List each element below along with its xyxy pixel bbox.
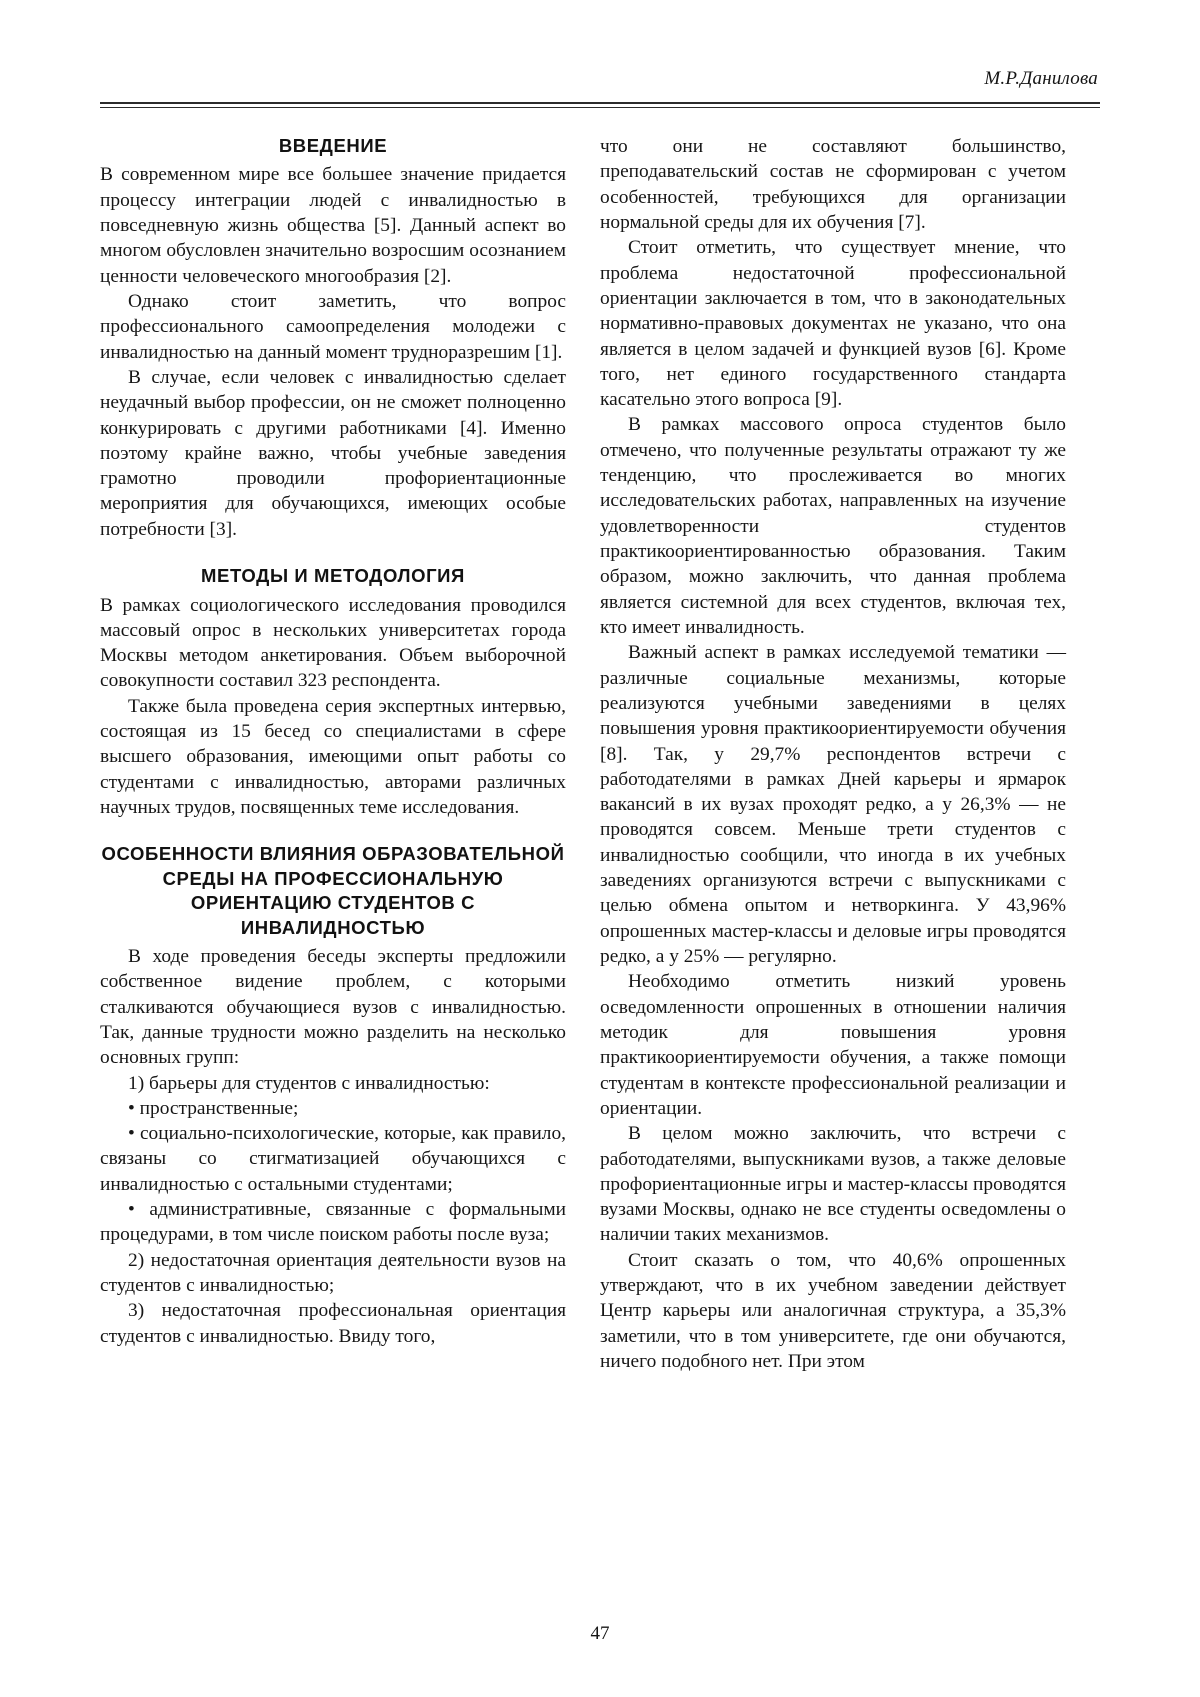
body-paragraph: • административные, связанные с формальными процедурами, в том числе поиском работы после вуза; [100,1199,566,1246]
two-column-body [100,134,1100,1374]
body-paragraph: В случае, если человек с инвалидностью сделает неудачный выбор профессии, он не сможет полноценно конкурировать с другими работниками [4]. Именно поэтому крайне важно, чтобы учебные заведения грамотно проводили профориентационные мероприятия для обучающихся, имеющих особые потребности [3]. [100,366,566,540]
page-number: 47 [590,1623,610,1644]
right-column [600,134,1066,1374]
body-paragraph: 3) недостаточная профессиональная ориентация студентов с инвалидностью. Ввиду того, [100,1300,566,1347]
body-paragraph: 1) барьеры для студентов с инвалидностью: [128,1072,490,1094]
body-paragraph: В рамках социологического исследования проводился массовый опрос в нескольких университетах города Москвы методом анкетирования. Объем выборочной совокупности составил 323 респондента. [100,594,566,692]
body-paragraph: В современном мире все большее значение придается процессу интеграции людей с инвалидностью в повседневную жизнь общества [5]. Данный аспект во многом обусловлен значительно возросшим осознанием ценности человеческого многообразия [2]. [100,164,566,287]
section-heading: ВВЕДЕНИЕ [278,135,388,156]
body-paragraph: • социально-психологические, которые, как правило, связаны со стигматизацией обучающихся с инвалидностью с остальными студентами; [100,1123,566,1195]
section-heading: ОСОБЕННОСТИ ВЛИЯНИЯ ОБРАЗОВАТЕЛЬНОЙ СРЕДЫ НА ПРОФЕССИОНАЛЬНУЮ ОРИЕНТАЦИЮ СТУДЕНТОВ С ИНВАЛИДНОСТЬЮ [101,843,565,938]
body-paragraph: Важный аспект в рамках исследуемой тематики — различные социальные механизмы, которые реализуются учебными заведениями в целях повышения уровня практикоориентируемости обучения [8]. Так, у 29,7% респондентов встречи с работодателями в рамках Дней карьеры и ярмарок вакансий в их вузах проходят редко, а у 26,3% — не проводятся совсем. Меньше трети студентов с инвалидностью сообщили, что иногда в их учебных заведениях организуются встречи с выпускниками с целью обмена опытом и нетворкинга. У 43,96% опрошенных мастер-классы и деловые игры проводятся редко, а у 25% — регулярно. [600,642,1066,967]
header-rule-group [100,102,1100,108]
left-column [100,134,566,1349]
body-paragraph: Необходимо отметить низкий уровень осведомленности опрошенных в отношении наличия методик для повышения уровня практикоориентируемости обучения, а также помощи студентам в контексте профессиональной реализации и ориентации. [600,971,1066,1119]
body-paragraph: В ходе проведения беседы эксперты предложили собственное видение проблем, с которыми сталкиваются обучающиеся вузов с инвалидностью. Так, данные трудности можно разделить на несколько основных групп: [100,945,566,1069]
body-paragraph: Стоит сказать о том, что 40,6% опрошенных утверждают, что в их учебном заведении действует Центр карьеры или аналогичная структура, а 35,3% заметили, что в том университете, где они обучаются, ничего подобного нет. При этом [600,1249,1066,1372]
body-paragraph: 2) недостаточная ориентация деятельности вузов на студентов с инвалидностью; [100,1249,566,1296]
body-paragraph: Также была проведена серия экспертных интервью, состоящая из 15 бесед со специалистами в сфере высшего образования, имеющими опыт работы со студентами с инвалидностью, авторами различных научных трудов, посвященных теме исследования. [100,695,566,818]
body-paragraph: В целом можно заключить, что встречи с работодателями, выпускниками вузов, а также деловые профориентационные игры и мастер-классы проводятся вузами Москвы, однако не все студенты осведомлены о наличии таких механизмов. [600,1123,1066,1246]
section-heading: МЕТОДЫ И МЕТОДОЛОГИЯ [201,565,465,587]
header-rule-thin [100,107,1100,108]
body-paragraph: В рамках массового опроса студентов было отмечено, что полученные результаты отражают ту же тенденцию, что прослеживается во многих исследовательских работах, направленных на изучение удовлетворенности студентов практикоориентированностью образования. Таким образом, можно заключить, что данная проблема является системной для всех студентов, включая тех, кто имеет инвалидность. [600,414,1066,638]
running-head: М.Р.Данилова [984,68,1098,89]
body-paragraph: что они не составляют большинство, преподавательский состав не сформирован с учетом особенностей, требующихся для организации нормальной среды для их обучения [7]. [600,136,1066,233]
body-paragraph: Стоит отметить, что существует мнение, что проблема недостаточной профессиональной ориентации заключается в том, что в законодательных нормативно-правовых документах не указано, что она является в целом задачей и функцией вузов [6]. Кроме того, нет единого государственного стандарта касательно этого вопроса [9]. [600,237,1066,411]
body-paragraph: Однако стоит заметить, что вопрос профессионального самоопределения молодежи с инвалидностью на данный момент трудноразрешим [1]. [100,290,566,363]
body-paragraph: • пространственные; [128,1097,299,1119]
